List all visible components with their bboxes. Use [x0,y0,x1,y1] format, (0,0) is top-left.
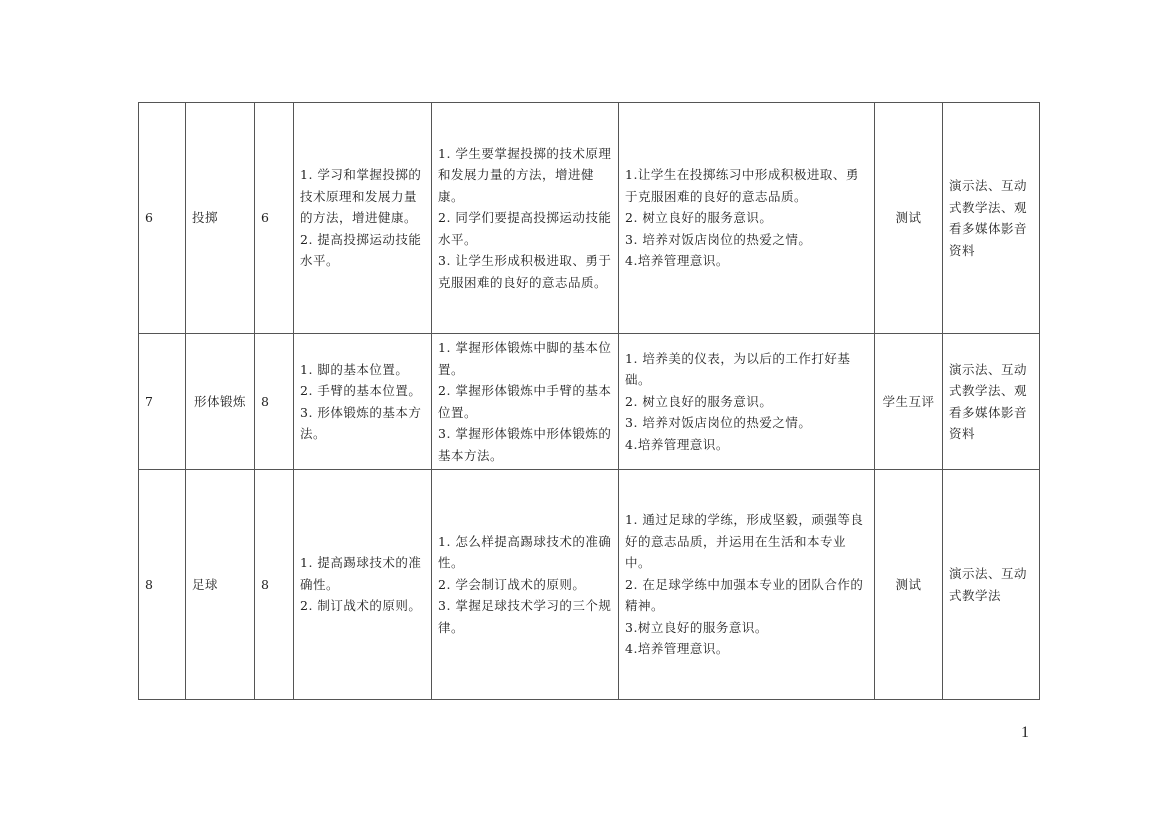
ability-goal: 3. 掌握足球技术学习的三个规律。 [438,598,612,635]
methods-cell: 演示法、互动式教学法、观看多媒体影音资料 [943,334,1040,470]
syllabus-table [138,102,1040,700]
quality-goal: 4.培养管理意识。 [625,436,729,452]
row-hours: 8 [255,334,294,470]
quality-goal: 1. 培养美的仪表，为以后的工作打好基础。 [625,350,851,388]
quality-goals-cell [619,334,875,470]
knowledge-goal: 2. 提高投掷运动技能水平。 [300,231,422,269]
quality-goal: 2. 树立良好的服务意识。 [625,393,773,409]
knowledge-goal: 1. 提高踢球技术的准确性。 [300,555,422,592]
ability-goal: 2. 掌握形体锻炼中手臂的基本位置。 [438,383,612,420]
methods-cell: 演示法、互动式教学法、观看多媒体影音资料 [943,103,1040,334]
table-row [139,103,1040,334]
knowledge-goal: 3. 形体锻炼的基本方法。 [300,404,422,441]
row-index: 7 [139,334,186,470]
quality-goal: 4.培养管理意识。 [625,641,729,657]
quality-goals-cell [619,103,875,334]
row-item: 形体锻炼 [186,334,255,470]
row-index: 8 [139,470,186,700]
ability-goal: 1. 怎么样提高踢球技术的准确性。 [438,533,612,571]
ability-goal: 3. 让学生形成积极进取、勇于克服困难的良好的意志品质。 [438,253,612,290]
knowledge-goal: 1. 学习和掌握投掷的技术原理和发展力量的方法，增进健康。 [300,167,422,226]
ability-goal: 2. 同学们要提高投掷运动技能水平。 [438,210,612,247]
ability-goals-cell [432,470,619,700]
ability-goal: 1. 学生要掌握投掷的技术原理和发展力量的方法，增进健康。 [438,145,612,204]
quality-goal: 2. 树立良好的服务意识。 [625,210,773,226]
quality-goal: 1. 通过足球的学练，形成坚毅，顽强等良好的意志品质，并运用在生活和本专业中。 [625,512,864,571]
quality-goal: 3. 培养对饭店岗位的热爱之情。 [625,415,812,431]
ability-goal: 1. 掌握形体锻炼中脚的基本位置。 [438,340,612,377]
ability-goal: 2. 学会制订战术的原则。 [438,576,586,592]
methods-cell: 演示法、互动式教学法 [943,470,1040,700]
ability-goal: 3. 掌握形体锻炼中形体锻炼的基本方法。 [438,426,612,463]
quality-goal: 4.培养管理意识。 [625,253,729,269]
assessment-cell: 学生互评 [875,334,943,470]
knowledge-goals-cell [294,470,432,700]
ability-goals-cell [432,334,619,470]
row-item: 足球 [186,470,255,700]
row-hours: 6 [255,103,294,334]
row-item: 投掷 [186,103,255,334]
row-hours: 8 [255,470,294,700]
quality-goals-cell [619,470,875,700]
quality-goal: 3.树立良好的服务意识。 [625,619,768,635]
knowledge-goals-cell [294,334,432,470]
page-number: 1 [1021,724,1029,741]
assessment-cell: 测试 [875,470,943,700]
knowledge-goal: 1. 脚的基本位置。 [300,361,409,377]
assessment-cell: 测试 [875,103,943,334]
table-row [139,470,1040,700]
knowledge-goals-cell [294,103,432,334]
knowledge-goal: 2. 手臂的基本位置。 [300,383,422,398]
quality-goal: 3. 培养对饭店岗位的热爱之情。 [625,231,812,247]
quality-goal: 1.让学生在投掷练习中形成积极进取、勇于克服困难的良好的意志品质。 [625,167,859,204]
row-index: 6 [139,103,186,334]
ability-goals-cell [432,103,619,334]
table-row [139,334,1040,470]
knowledge-goal: 2. 制订战术的原则。 [300,598,422,614]
quality-goal: 2. 在足球学练中加强本专业的团队合作的精神。 [625,576,864,614]
